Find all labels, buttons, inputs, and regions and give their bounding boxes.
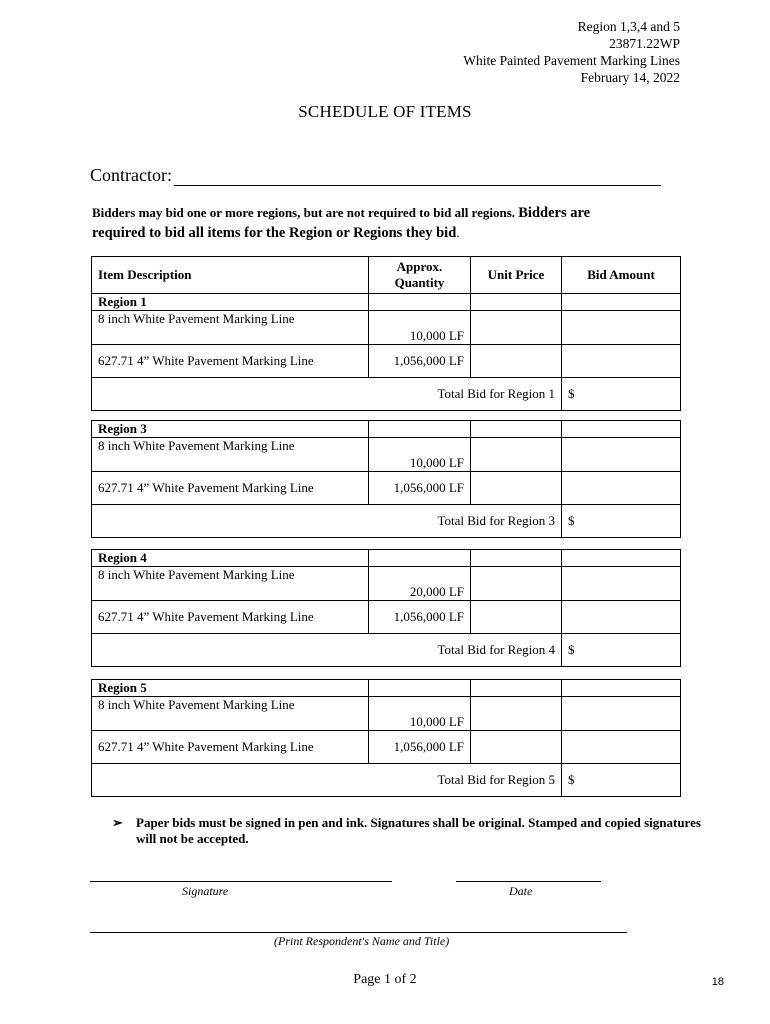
region-name: Region 1 <box>92 294 369 311</box>
item-description: 8 inch White Pavement Marking Line <box>92 311 369 345</box>
header-project-number: 23871.22WP <box>609 36 680 51</box>
total-row <box>92 378 681 411</box>
table-row <box>92 438 681 472</box>
empty-cell <box>369 680 471 697</box>
instructions-part3: required to bid all items for the Region or Regions they bid <box>92 225 457 241</box>
empty-cell <box>369 550 471 567</box>
print-name-line[interactable] <box>90 932 627 933</box>
unit-price-cell[interactable] <box>471 601 562 634</box>
total-label: Total Bid for Region 1 <box>92 378 562 411</box>
total-row <box>92 764 681 797</box>
contractor-field <box>90 165 661 186</box>
header-item-description: Item Description <box>92 257 369 294</box>
item-description: 8 inch White Pavement Marking Line <box>92 567 369 601</box>
note-text: Paper bids must be signed in pen and ink. Signatures shall be original. Stamped and copied signatures will not be accepted. <box>136 815 701 846</box>
date-line[interactable] <box>456 881 601 882</box>
instructions <box>92 203 692 243</box>
page-footer: Page 1 of 2 <box>353 972 417 987</box>
item-quantity: 1,056,000 LF <box>369 472 471 505</box>
schedule-table-region-3 <box>91 420 681 538</box>
total-row <box>92 634 681 667</box>
table-row <box>92 697 681 731</box>
print-name-label: (Print Respondent's Name and Title) <box>274 934 450 948</box>
date-label: Date <box>509 884 533 898</box>
table-row <box>92 345 681 378</box>
schedule-table-region-5 <box>91 679 681 797</box>
schedule-table-region-1 <box>91 256 681 411</box>
instructions-period: . <box>456 225 460 240</box>
empty-cell <box>369 294 471 311</box>
empty-cell <box>369 421 471 438</box>
total-amount-cell[interactable]: $ <box>562 378 681 411</box>
region-name: Region 5 <box>92 680 369 697</box>
contractor-input-line[interactable] <box>174 167 661 186</box>
unit-price-cell[interactable] <box>471 697 562 731</box>
region-row <box>92 294 681 311</box>
table-row <box>92 472 681 505</box>
unit-price-cell[interactable] <box>471 472 562 505</box>
region-row <box>92 421 681 438</box>
page-number: 18 <box>711 976 724 988</box>
table-row <box>92 731 681 764</box>
table-header-row <box>92 257 681 294</box>
bid-amount-cell[interactable] <box>562 311 681 345</box>
schedule-table-region-4 <box>91 549 681 667</box>
item-quantity: 10,000 LF <box>369 311 471 345</box>
unit-price-cell[interactable] <box>471 345 562 378</box>
unit-price-cell[interactable] <box>471 311 562 345</box>
item-quantity: 10,000 LF <box>369 438 471 472</box>
instructions-part2: Bidders are <box>518 205 591 221</box>
header-qty-line2: Quantity <box>394 275 445 290</box>
signature-label: Signature <box>182 884 229 898</box>
bid-amount-cell[interactable] <box>562 601 681 634</box>
arrow-bullet-icon: ➢ <box>112 815 123 830</box>
item-description: 627.71 4” White Pavement Marking Line <box>92 472 369 505</box>
unit-price-cell[interactable] <box>471 567 562 601</box>
empty-cell <box>471 550 562 567</box>
header-date: February 14, 2022 <box>580 70 680 85</box>
total-amount-cell[interactable]: $ <box>562 505 681 538</box>
bid-amount-cell[interactable] <box>562 345 681 378</box>
region-row <box>92 680 681 697</box>
empty-cell <box>562 550 681 567</box>
item-description: 627.71 4” White Pavement Marking Line <box>92 601 369 634</box>
header-unit-price: Unit Price <box>471 257 562 294</box>
header-region: Region 1,3,4 and 5 <box>577 19 680 34</box>
item-description: 8 inch White Pavement Marking Line <box>92 438 369 472</box>
page-title: SCHEDULE OF ITEMS <box>298 102 472 121</box>
item-quantity: 20,000 LF <box>369 567 471 601</box>
empty-cell <box>562 680 681 697</box>
signature-note <box>112 815 702 847</box>
table-row <box>92 601 681 634</box>
instructions-part1: Bidders may bid one or more regions, but are not required to bid all regions. <box>92 205 516 220</box>
total-label: Total Bid for Region 5 <box>92 764 562 797</box>
document-header <box>463 18 680 86</box>
header-qty-line1: Approx. <box>396 259 443 274</box>
unit-price-cell[interactable] <box>471 731 562 764</box>
item-description: 8 inch White Pavement Marking Line <box>92 697 369 731</box>
unit-price-cell[interactable] <box>471 438 562 472</box>
item-quantity: 1,056,000 LF <box>369 345 471 378</box>
header-project-title: White Painted Pavement Marking Lines <box>463 53 680 68</box>
bid-amount-cell[interactable] <box>562 567 681 601</box>
item-quantity: 1,056,000 LF <box>369 731 471 764</box>
total-label: Total Bid for Region 3 <box>92 505 562 538</box>
empty-cell <box>471 680 562 697</box>
signature-line[interactable] <box>90 881 392 882</box>
table-row <box>92 311 681 345</box>
bid-amount-cell[interactable] <box>562 697 681 731</box>
empty-cell <box>562 294 681 311</box>
table-row <box>92 567 681 601</box>
region-name: Region 4 <box>92 550 369 567</box>
bid-amount-cell[interactable] <box>562 438 681 472</box>
region-row <box>92 550 681 567</box>
empty-cell <box>562 421 681 438</box>
item-quantity: 1,056,000 LF <box>369 601 471 634</box>
total-amount-cell[interactable]: $ <box>562 634 681 667</box>
header-approx-quantity <box>369 257 471 294</box>
contractor-label: Contractor: <box>90 165 172 185</box>
item-description: 627.71 4” White Pavement Marking Line <box>92 731 369 764</box>
item-quantity: 10,000 LF <box>369 697 471 731</box>
empty-cell <box>471 421 562 438</box>
total-amount-cell[interactable]: $ <box>562 764 681 797</box>
total-label: Total Bid for Region 4 <box>92 634 562 667</box>
item-description: 627.71 4” White Pavement Marking Line <box>92 345 369 378</box>
bid-amount-cell[interactable] <box>562 731 681 764</box>
region-name: Region 3 <box>92 421 369 438</box>
header-bid-amount: Bid Amount <box>562 257 681 294</box>
bid-amount-cell[interactable] <box>562 472 681 505</box>
total-row <box>92 505 681 538</box>
empty-cell <box>471 294 562 311</box>
